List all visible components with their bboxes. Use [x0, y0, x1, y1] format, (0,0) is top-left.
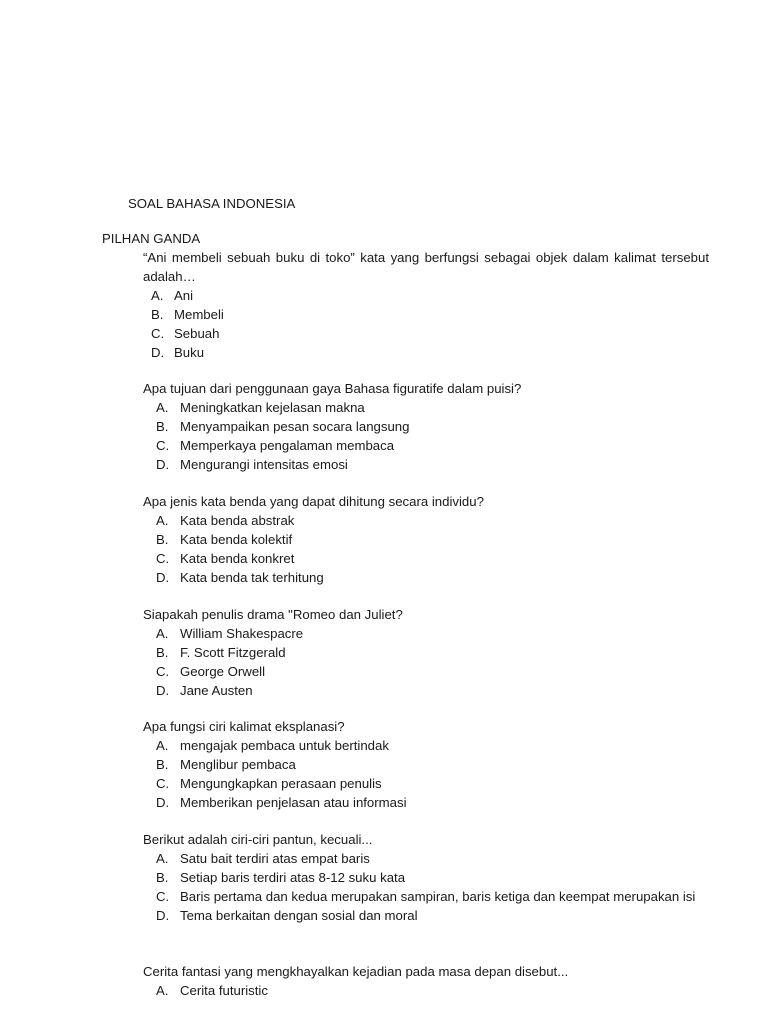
option-letter: D.	[156, 683, 170, 698]
option-letter: C.	[156, 889, 170, 904]
option-letter: B.	[156, 870, 169, 885]
option-text: Menglibur pembaca	[180, 757, 296, 772]
option-text: Buku	[174, 345, 205, 360]
option-c	[143, 324, 709, 343]
option-text: Mengungkapkan perasaan penulis	[180, 776, 382, 791]
question-text: Siapakah penulis drama "Romeo dan Juliet?	[143, 607, 403, 622]
option-letter: A.	[151, 288, 164, 303]
option-a	[143, 511, 709, 530]
option-letter: A.	[156, 851, 169, 866]
option-c	[143, 774, 709, 793]
option-letter: C.	[156, 551, 170, 566]
option-a	[143, 286, 709, 305]
option-c	[143, 436, 709, 455]
option-b	[143, 305, 709, 324]
option-b	[143, 755, 709, 774]
option-text: Jane Austen	[180, 683, 253, 698]
option-list	[143, 624, 709, 700]
option-a	[143, 624, 709, 643]
option-text: Meningkatkan kejelasan makna	[180, 400, 365, 415]
option-c	[143, 549, 709, 568]
option-d	[143, 906, 709, 925]
option-letter: B.	[156, 532, 169, 547]
option-list	[143, 849, 709, 925]
option-a	[143, 981, 709, 1000]
option-c	[143, 887, 709, 906]
option-list	[143, 981, 709, 1000]
question-4	[143, 605, 709, 700]
option-letter: B.	[156, 645, 169, 660]
option-text: Kata benda tak terhitung	[180, 570, 324, 585]
question-text: Berikut adalah ciri-ciri pantun, kecuali...	[143, 832, 373, 847]
question-5	[143, 717, 709, 812]
option-letter: A.	[156, 738, 169, 753]
option-letter: B.	[156, 419, 169, 434]
question-1	[143, 248, 709, 362]
option-d	[143, 343, 709, 362]
option-a	[143, 736, 709, 755]
option-b	[143, 868, 709, 887]
question-text: Apa tujuan dari penggunaan gaya Bahasa figuratife dalam puisi?	[143, 381, 522, 396]
question-7	[143, 962, 709, 1000]
question-6	[143, 830, 709, 925]
option-text: Membeli	[174, 307, 224, 322]
option-b	[143, 530, 709, 549]
option-a	[143, 398, 709, 417]
option-text: Mengurangi intensitas emosi	[180, 457, 348, 472]
option-text: Memberikan penjelasan atau informasi	[180, 795, 407, 810]
option-letter: C.	[156, 776, 170, 791]
option-list	[143, 398, 709, 474]
option-letter: C.	[156, 438, 170, 453]
option-text: Tema berkaitan dengan sosial dan moral	[180, 908, 418, 923]
question-text: “Ani membeli sebuah buku di toko” kata yang berfungsi sebagai objek dalam kalimat tersebut adalah…	[143, 250, 709, 284]
option-text: Memperkaya pengalaman membaca	[180, 438, 395, 453]
option-d	[143, 568, 709, 587]
option-b	[143, 643, 709, 662]
question-text: Apa jenis kata benda yang dapat dihitung secara individu?	[143, 494, 484, 509]
question-3	[143, 492, 709, 587]
option-letter: D.	[156, 908, 170, 923]
option-letter: A.	[156, 400, 169, 415]
question-2	[143, 379, 709, 474]
option-text: Kata benda kolektif	[180, 532, 293, 547]
option-text: Satu bait terdiri atas empat baris	[180, 851, 370, 866]
question-text: Apa fungsi ciri kalimat eksplanasi?	[143, 719, 345, 734]
option-text: George Orwell	[180, 664, 266, 679]
option-letter: D.	[151, 345, 165, 360]
option-text: Kata benda abstrak	[180, 513, 295, 528]
option-text: William Shakespacre	[180, 626, 304, 641]
option-letter: C.	[151, 326, 165, 341]
option-text: Sebuah	[174, 326, 220, 341]
option-text: Menyampaikan pesan socara langsung	[180, 419, 410, 434]
option-letter: B.	[151, 307, 164, 322]
document-title: SOAL BAHASA INDONESIA	[128, 196, 296, 211]
option-text: F. Scott Fitzgerald	[180, 645, 286, 660]
option-d	[143, 681, 709, 700]
option-text: Cerita futuristic	[180, 983, 268, 998]
option-text: Baris pertama dan kedua merupakan sampiran, baris ketiga dan keempat merupakan isi	[180, 889, 696, 904]
option-c	[143, 662, 709, 681]
option-b	[143, 417, 709, 436]
option-list	[143, 736, 709, 812]
option-letter: D.	[156, 570, 170, 585]
option-text: Setiap baris terdiri atas 8-12 suku kata	[180, 870, 406, 885]
question-text: Cerita fantasi yang mengkhayalkan kejadian pada masa depan disebut...	[143, 964, 569, 979]
option-letter: A.	[156, 626, 169, 641]
option-d	[143, 455, 709, 474]
option-letter: D.	[156, 795, 170, 810]
option-letter: A.	[156, 513, 169, 528]
option-a	[143, 849, 709, 868]
option-list	[143, 286, 709, 362]
option-letter: C.	[156, 664, 170, 679]
option-list	[143, 511, 709, 587]
option-letter: D.	[156, 457, 170, 472]
section-heading: PILHAN GANDA	[102, 231, 201, 246]
option-text: Kata benda konkret	[180, 551, 295, 566]
option-d	[143, 793, 709, 812]
option-text: Ani	[174, 288, 194, 303]
option-letter: B.	[156, 757, 169, 772]
option-letter: A.	[156, 983, 169, 998]
option-text: mengajak pembaca untuk bertindak	[180, 738, 389, 753]
